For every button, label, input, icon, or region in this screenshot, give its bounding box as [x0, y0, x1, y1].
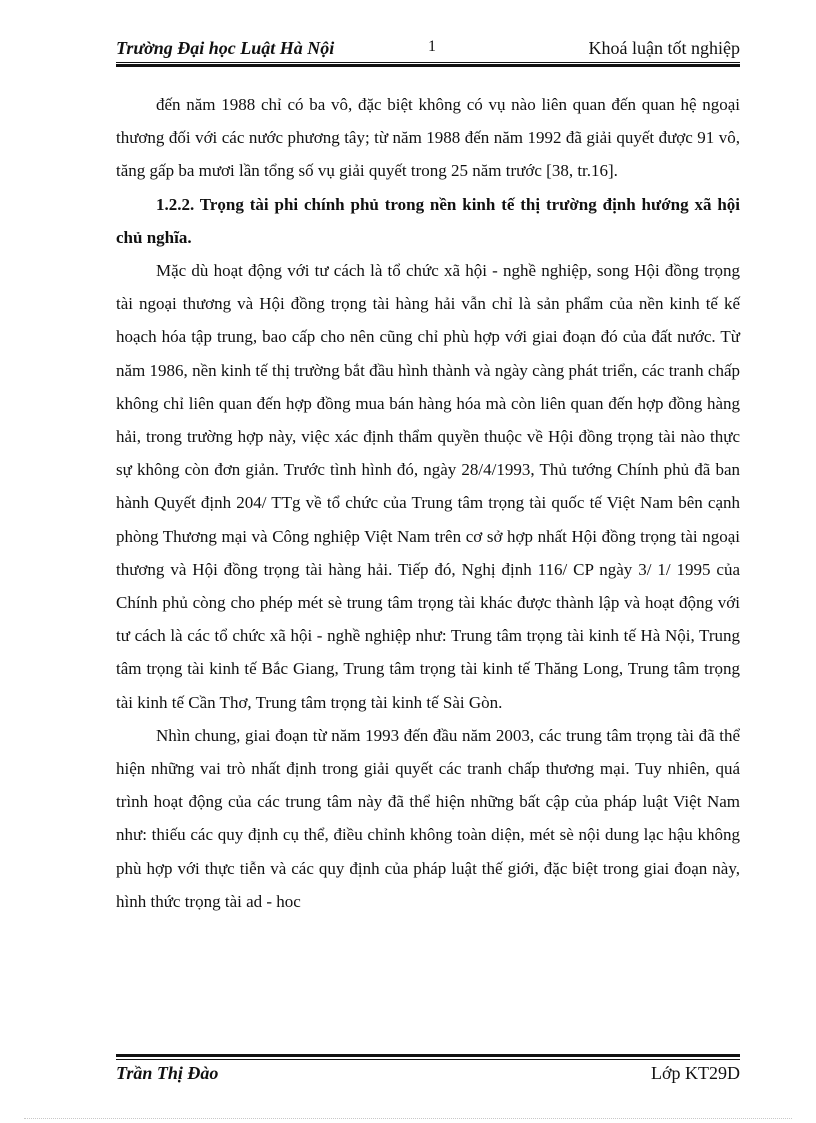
document-body [116, 88, 740, 918]
header-school-name: Trường Đại học Luật Hà Nội [116, 38, 335, 58]
footer-author: Trần Thị Đào [116, 1063, 219, 1083]
page-bottom-dotted-line [24, 1118, 792, 1119]
page-footer [116, 1063, 740, 1087]
paragraph-2: Nhìn chung, giai đoạn từ năm 1993 đến đầu năm 2003, các trung tâm trọng tài đã thể hiện những vai trò nhất định trong giải quyết các tranh chấp thương mại. Tuy nhiên, quá trình hoạt động của các trung tâm này đã thể hiện những bất cập của pháp luật Việt Nam như: thiếu các quy định cụ thể, điều chỉnh không toàn diện, mét sè nội dung lạc hậu không phù hợp với thực tiễn và các quy định của pháp luật thế giới, đặc biệt trong giai đoạn này, hình thức trọng tài ad - hoc [116, 725, 740, 911]
footer-rule-thin [116, 1059, 740, 1060]
paragraph-1: Mặc dù hoạt động với tư cách là tổ chức xã hội - nghề nghiệp, song Hội đồng trọng tài ngoại thương và Hội đồng trọng tài hàng hải vẫn chỉ là sản phẩm của nền kinh tế kế hoạch hóa tập trung, bao cấp cho nên cũng chỉ phù hợp với giai đoạn đó của đất nước. Từ năm 1986, nền kinh tế thị trường bắt đầu hình thành và ngày càng phát triển, các tranh chấp không chỉ liên quan đến hợp đồng mua bán hàng hóa mà còn liên quan đến hợp đồng hàng hải, trong trường hợp này, việc xác định thẩm quyền thuộc về Hội đồng trọng tài nào thực sự không còn đơn giản. Trước tình hình đó, ngày 28/4/1993, Thủ tướng Chính phủ đã ban hành Quyết định 204/ TTg về tổ chức của Trung tâm trọng tài quốc tế Việt Nam bên cạnh phòng Thương mại và Công nghiệp Việt Nam trên cơ sở hợp nhất Hội đồng trọng tài ngoại thương và Hội đồng trọng tài hàng hải. Tiếp đó, Nghị định 116/ CP ngày 3/ 1/ 1995 của Chính phủ còng cho phép mét sè trung tâm trọng tài khác được thành lập và hoạt động với tư cách là các tổ chức xã hội - nghề nghiệp như: Trung tâm trọng tài kinh tế Hà Nội, Trung tâm trọng tài kinh tế Bắc Giang, Trung tâm trọng tài kinh tế Thăng Long, Trung tâm trọng tài kinh tế Cần Thơ, Trung tâm trọng tài kinh tế Sài Gòn. [116, 261, 740, 712]
page-header [116, 38, 740, 62]
header-rule-thin [116, 62, 740, 63]
footer-rule-thick [116, 1054, 740, 1057]
header-rule-thick [116, 64, 740, 67]
section-heading: 1.2.2. Trọng tài phi chính phủ trong nền kinh tế thị trường định hướng xã hội chủ nghĩa. [116, 194, 740, 247]
header-page-number: 1 [428, 38, 436, 55]
paragraph-continued: đến năm 1988 chỉ có ba vô, đặc biệt không có vụ nào liên quan đến quan hệ ngoại thương đối với các nước phương tây; từ năm 1988 đến năm 1992 đã giải quyết được 91 vô, tăng gấp ba mươi lần tổng số vụ giải quyết trong 25 năm trước [38, tr.16]. [116, 95, 740, 181]
footer-class-label: Lớp KT29D [650, 1063, 740, 1083]
header-thesis-label: Khoá luận tốt nghiệp [588, 38, 740, 58]
